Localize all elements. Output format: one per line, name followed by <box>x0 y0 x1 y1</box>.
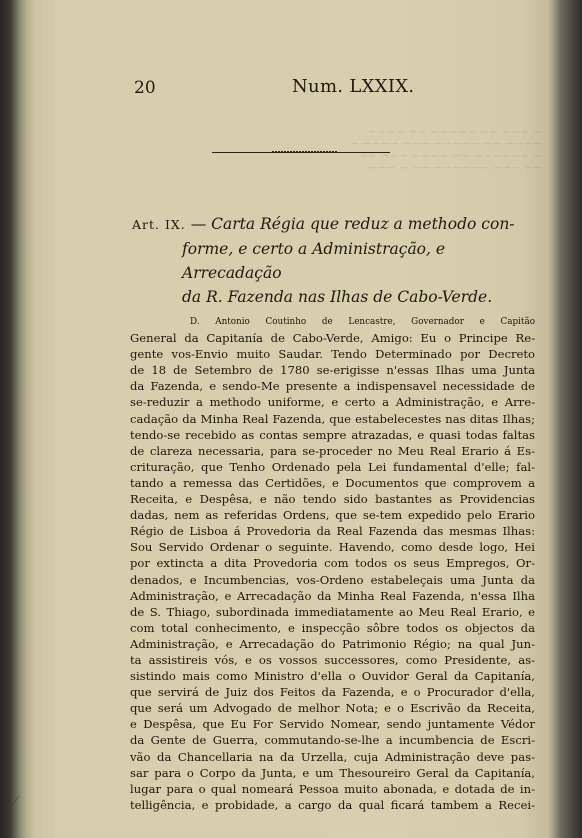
article-title-line-1 <box>132 212 537 237</box>
body-line: Receita, e Despêsa, e não tendo sido bastantes as Providencias <box>130 492 535 507</box>
bleed-through-text: ~ ~~~ ~~ ~~~~~ ~~ ~~~~ ~~~~ ~~ ~~~~~ ~~~ ~~~~ ~ ~ ~~~~~~ ~~ ~~~~ ~~~ ~~ ~~ ~~~ ~~~~~~ ~~ ~ ~~~ <box>349 126 542 174</box>
body-line: que servirá de Juiz dos Feitos da Fazenda, e o Procurador d'ella, <box>130 685 535 700</box>
body-text <box>130 314 535 813</box>
article-title-line-3: da R. Fazenda nas Ilhas de Cabo-Verde. <box>182 288 493 306</box>
running-head: Num. LXXIX. <box>292 76 415 97</box>
body-line: telligência, e probidade, a cargo da qual ficará tambem a Recei- <box>130 797 535 812</box>
body-line: sistindo mais como Ministro d'ella o Ouvidor Geral da Capitanía, <box>130 669 535 684</box>
article-label: Art. IX. <box>132 217 186 232</box>
article-title-line-2: forme, e certo a Administração, e Arrecadação <box>182 240 446 282</box>
body-line: cadação da Minha Real Fazenda, que estabelecestes nas ditas Ilhas; <box>130 411 535 426</box>
body-line: sar para o Corpo da Junta, e um Thesoureiro Geral da Capitanía, <box>130 765 535 780</box>
body-line: Administração, e Arrecadação da Minha Real Fazenda, n'essa Ilha <box>130 588 535 603</box>
body-line: de 18 de Setembro de 1780 se-erigisse n'essas Ilhas uma Junta <box>130 363 535 378</box>
body-line: gente vos-Envio muito Saudar. Tendo Determinado por Decreto <box>130 347 535 362</box>
body-line: dadas, nem as referidas Ordens, que se-tem expedido pelo Erario <box>130 508 535 523</box>
article-title <box>132 212 537 309</box>
body-line: com total conhecimento, e inspecção sôbre todos os objectos da <box>130 620 535 635</box>
page-number: 20 <box>134 78 156 98</box>
title-dash: — <box>185 215 212 233</box>
ink-spot <box>402 760 404 762</box>
body-line: tendo-se recebido as contas sempre atrazadas, e quasi todas faltas <box>130 427 535 442</box>
body-line: se-reduzir a methodo uniforme, e certo a Administração, e Arre- <box>130 395 535 410</box>
body-line: que será um Advogado de melhor Nota; e o Escrivão da Receita, <box>130 701 535 716</box>
body-line: D. Antonio Coutinho de Lencastre, Governador e Capitão <box>190 317 535 327</box>
body-line: tando a remessa das Certidões, e Documentos que comprovem a <box>130 475 535 490</box>
ink-spot <box>284 752 287 755</box>
body-line: Administração, e Arrecadação do Patrimonio Régio; na qual Jun- <box>130 636 535 651</box>
body-line: General da Capitanía de Cabo-Verde, Amigo: Eu o Principe Re- <box>130 331 535 346</box>
book-page <box>22 0 552 820</box>
body-line: e Despêsa, que Eu For Servido Nomear, sendo juntamente Védor <box>130 717 535 732</box>
body-line: de clareza necessaria, para se-proceder no Meu Real Erario á Es- <box>130 443 535 458</box>
title-text-1: Carta Régia que reduz a methodo con- <box>211 215 515 233</box>
body-line: da Fazenda, e sendo-Me presente a indispensavel necessidade de <box>130 379 535 394</box>
body-line: Régio de Lisboa á Provedoria da Real Fazenda das mesmas Ilhas: <box>130 524 535 539</box>
body-line: crituração, que Tenho Ordenado pela Lei fundamental d'elle; fal- <box>130 459 535 474</box>
ornamental-rule-center <box>272 151 338 153</box>
body-line: denados, e Incumbencias, vos-Ordeno estabeleçais uma Junta da <box>130 572 535 587</box>
body-line: da Gente de Guerra, commutando-se-lhe a incumbencia de Escri- <box>130 733 535 748</box>
body-line: lugar para o qual nomeará Pessoa muito abonada, e dotada de in- <box>130 781 535 796</box>
body-line: por extincta a dita Provedoria com todos os seus Empregos, Or- <box>130 556 535 571</box>
body-line: de S. Thiago, subordinada immediatamente ao Meu Real Erario, e <box>130 604 535 619</box>
body-line: vão da Chancellaria na da Urzella, cuja Administração deve pas- <box>130 749 535 764</box>
body-line: Sou Servido Ordenar o seguinte. Havendo, como desde logo, Hei <box>130 540 535 555</box>
body-line: ta assistireis vós, e os vossos successores, como Presidente, as- <box>130 652 535 667</box>
